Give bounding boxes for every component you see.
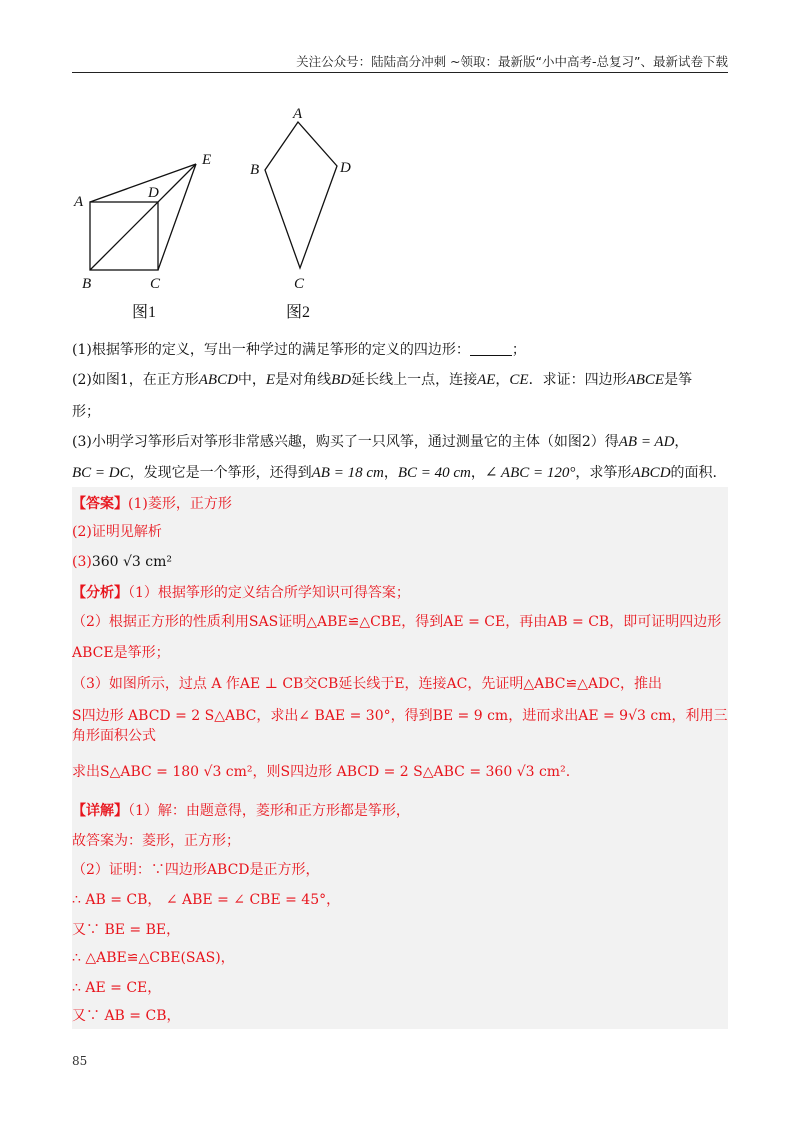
detail-line-3 (72, 860, 728, 880)
fig1-caption: 图1 (132, 304, 157, 321)
analysis-4: （3）如图所示，过点 A 作AE ⊥ CB交CB延长线于E，连接AC，先证明△ABC≌△ADC，推出 (72, 676, 663, 692)
q2-part-b: 中， (237, 372, 266, 388)
math-bc-40: BC = 40 cm (397, 465, 471, 481)
q3-part-e: ， (470, 465, 485, 481)
fig1-label-e: E (202, 152, 212, 168)
math-bd: BD (331, 372, 352, 388)
segment-ce (158, 164, 196, 270)
analysis-line-6 (72, 762, 728, 782)
detail-6: ∴ △ABE≌△CBE(SAS)， (72, 950, 235, 966)
analysis-line-4 (72, 674, 728, 694)
fig1-label-c: C (150, 276, 161, 292)
question-3-line-1 (72, 432, 732, 452)
q2-part-a: (2)如图1，在正方形 (72, 372, 199, 388)
analysis-2: （2）根据正方形的性质利用SAS证明△ABE≌△CBE，得到AE = CE，再由AB = CB，即可证明四边形 (72, 614, 722, 630)
detail-4: ∴ AB = CB， ∠ ABE = ∠ CBE = 45°， (72, 892, 341, 908)
math-ce: CE (509, 372, 529, 388)
page-header (72, 50, 728, 73)
answer-line-3 (72, 552, 728, 572)
math-ab-18: AB = 18 cm (311, 465, 384, 481)
q2-part-c: 是对角线 (275, 372, 332, 388)
detail-line-5 (72, 920, 728, 940)
question-2-line-1 (72, 370, 732, 390)
detail-2: 故答案为：菱形，正方形； (72, 833, 240, 849)
answer-1: (1)菱形，正方形 (128, 496, 232, 512)
fig2-label-b: B (250, 162, 260, 178)
analysis-line-2 (72, 612, 728, 632)
math-abcd: ABCD (198, 372, 238, 388)
q2-part-d: 延长线上一点，连接 (351, 372, 478, 388)
answer-3-value: 360 √3 cm² (91, 554, 173, 570)
analysis-3: ABCE是筝形； (72, 645, 170, 661)
fig2-label-c: C (294, 276, 305, 292)
segment-ae (90, 164, 196, 202)
q3-part-g: 的面积. (670, 465, 717, 481)
detail-8: 又∵ AB = CB， (72, 1008, 181, 1024)
figures (72, 96, 372, 331)
analysis-1: （1）根据筝形的定义结合所学知识可得答案； (128, 585, 410, 601)
q3-part-a: (3)小明学习筝形后对筝形非常感兴趣，购买了一只风筝，通过测量它的主体（如图2）得 (72, 434, 619, 450)
answer-2: (2)证明见解析 (72, 524, 162, 540)
math-abcd-2: ABCD (631, 465, 671, 481)
analysis-tag: 【分析】 (72, 585, 128, 601)
analysis-6: 求出S△ABC = 180 √3 cm²，则S四边形 ABCD = 2 S△ABC = 360 √3 cm². (72, 764, 571, 780)
question-2-line-2 (72, 402, 732, 422)
answer-tag: 【答案】 (72, 496, 128, 512)
q2-part-e: ， (495, 372, 510, 388)
analysis-5: S四边形 ABCD = 2 S△ABC，求出∠ BAE = 30°，得到BE = 9 cm，进而求出AE = 9√3 cm，利用三角形面积公式 (72, 708, 728, 744)
page-number: 85 (72, 1054, 88, 1068)
detail-line-1 (72, 801, 728, 821)
fig2-label-a: A (293, 106, 303, 122)
fig1-label-b: B (82, 276, 92, 292)
detail-1: （1）解：由题意得，菱形和正方形都是筝形， (128, 803, 410, 819)
answer-blank (470, 341, 512, 356)
detail-line-4 (72, 890, 728, 910)
answer-line-2 (72, 522, 728, 542)
figure-1 (90, 164, 196, 270)
answer-3-pre: (3) (72, 554, 92, 570)
detail-line-7 (72, 978, 728, 998)
detail-line-8 (72, 1006, 728, 1026)
math-ae: AE (477, 372, 496, 388)
fig2-label-d: D (340, 160, 351, 176)
header-text: 关注公众号：陆陆高分冲刺 ~领取：最新版“小中高考-总复习”、最新试卷下载 (296, 54, 728, 69)
q2-part-h: 形； (72, 404, 100, 420)
detail-line-2 (72, 831, 728, 851)
detail-5: 又∵ BE = BE， (72, 922, 181, 938)
q2-part-g: 是筝 (664, 372, 693, 388)
math-abce: ABCE (626, 372, 665, 388)
q3-part-c: ，发现它是一个筝形，还得到 (129, 465, 312, 481)
figure-2 (265, 122, 337, 268)
math-e: E (265, 372, 276, 388)
q3-part-d: ， (383, 465, 398, 481)
analysis-line-5 (72, 706, 728, 746)
detail-3: （2）证明：∵四边形ABCD是正方形， (72, 862, 320, 878)
q1-text: (1)根据筝形的定义，写出一种学过的满足筝形的定义的四边形： (72, 342, 470, 358)
math-ab-ad: AB = AD (618, 434, 675, 450)
detail-7: ∴ AE = CE， (72, 980, 162, 996)
q3-part-f: ，求筝形 (575, 465, 632, 481)
question-3-line-2 (72, 463, 732, 483)
math-bc-dc: BC = DC (72, 465, 130, 481)
question-1 (72, 340, 732, 360)
answer-line-1 (72, 494, 728, 514)
math-abc-120: ∠ ABC = 120° (484, 465, 576, 481)
fig1-label-a: A (74, 194, 84, 210)
q1-end: ； (511, 342, 526, 358)
kite-abcd (265, 122, 337, 268)
fig1-label-d: D (148, 185, 159, 201)
analysis-line-3 (72, 643, 728, 663)
geometry-figures (72, 96, 372, 331)
detail-line-6 (72, 948, 728, 968)
q3-part-b: ， (674, 434, 689, 450)
detail-tag: 【详解】 (72, 803, 128, 819)
q2-part-f: ．求证：四边形 (528, 372, 627, 388)
diagonal-be (90, 164, 196, 270)
analysis-line-1 (72, 583, 728, 603)
fig2-caption: 图2 (286, 304, 311, 321)
